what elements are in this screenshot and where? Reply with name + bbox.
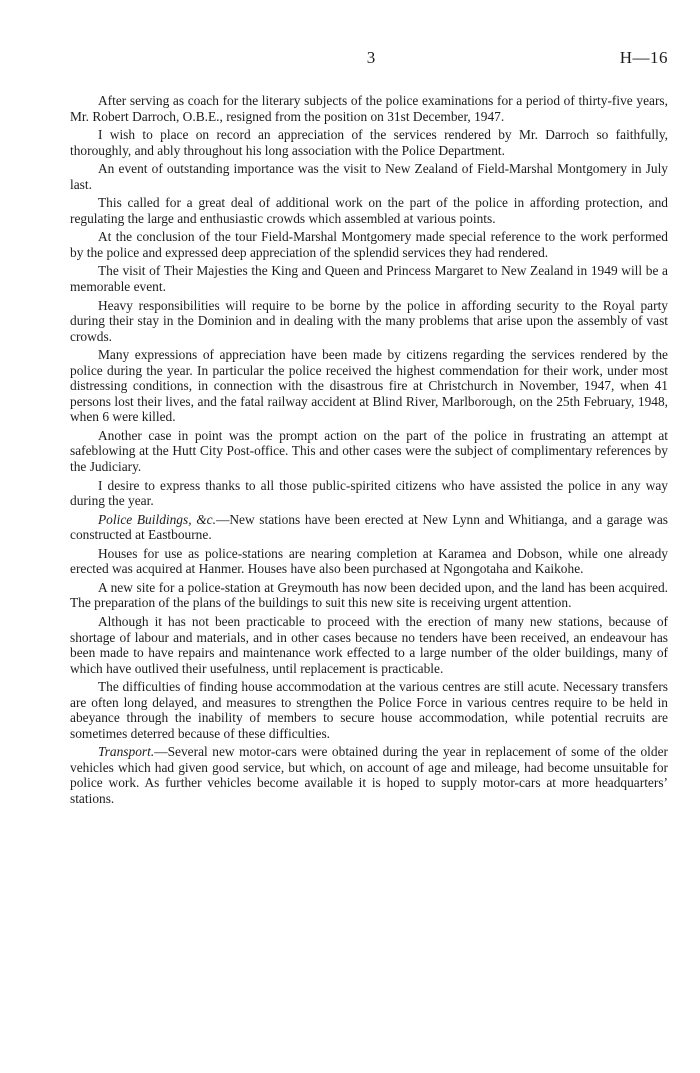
paragraph-text: After serving as coach for the literary subjects of the police examinations for a period of thirty-five years, Mr. Robert Darroch, O.B.E., resigned from the position on 31st December, 1947. [70,93,668,124]
paragraph [70,744,668,806]
paragraph [70,478,668,509]
paragraph-text: —New stations have been erected at New Lynn and Whitianga, and a garage was constructed at Eastbourne. [70,511,668,543]
paragraph [70,512,668,543]
paragraph-text: This called for a great deal of additional work on the part of the police in affording protection, and regulating the large and enthusiastic crowds which assembled at various points. [70,195,668,226]
paragraph-text: The visit of Their Majesties the King and Queen and Princess Margaret to New Zealand in 1949 will be a memorable event. [70,263,668,295]
paragraph-text: The difficulties of finding house accommodation at the various centres are still acute. Necessary transfers are often long delayed, and measures to strengthen the Police Force in various centres require to be held in abeyance through the inability of members to secure house accommodation, while potential recruits are sometimes deterred because of these difficulties. [70,679,668,741]
paragraph-text: Another case in point was the prompt action on the part of the police in frustrating an attempt at safeblowing at the Hutt City Post-office. This and other cases were the subject of complimentary references by the Judiciary. [70,427,668,475]
paragraph-text: —Several new motor-cars were obtained during the year in replacement of some of the older vehicles which had given good service, but which, on account of age and mileage, had become unsuitable for police work. As further vehicles become available it is hoped to supply motor-cars at more headquarters’ stations. [70,744,668,806]
paragraph [70,229,668,260]
paragraph [70,161,668,192]
paragraph [70,614,668,676]
paragraph-text: Houses for use as police-stations are nearing completion at Karamea and Dobson, while one already erected was acquired at Hanmer. Houses have also been purchased at Ngongotaha and Kaikohe. [70,545,668,577]
section-heading-police-buildings: Police Buildings, &c. [98,511,216,527]
paragraph [70,580,668,611]
section-heading-transport: Transport. [98,744,155,760]
paragraph [70,347,668,425]
paragraph-text: An event of outstanding importance was the visit to New Zealand of Field-Marshal Montgomery in July last. [70,161,668,192]
paragraph-text: A new site for a police-station at Greymouth has now been decided upon, and the land has been acquired. The preparation of the plans of the buildings to suit this new site is receiving urgent attention. [70,579,668,611]
paragraph-text: Heavy responsibilities will require to be borne by the police in affording security to the Royal party during their stay in the Dominion and in dealing with the many problems that arise upon the assembly of vast crowds. [70,297,668,344]
paragraph [70,679,668,741]
document-reference: H—16 [619,48,668,67]
paragraph [70,195,668,226]
paragraph [70,546,668,577]
paragraph [70,127,668,158]
paragraph [70,93,668,124]
page-number: 3 [366,48,376,67]
paragraph-text: At the conclusion of the tour Field-Marshal Montgomery made special reference to the work performed by the police and expressed deep appreciation of the splendid services they had rendered. [70,229,668,260]
paragraph [70,428,668,475]
paragraph-text: I desire to express thanks to all those public-spirited citizens who have assisted the police in any way during the year. [70,477,668,509]
paragraph-text: Although it has not been practicable to proceed with the erection of many new stations, because of shortage of labour and materials, and in other cases because no tenders have been received, an endeavour has been made to have repairs and maintenance work effected to a large number of the older buildings, many of which have outlived their usefulness, until replacement is practicable. [70,613,668,676]
paragraph-text: I wish to place on record an appreciation of the services rendered by Mr. Darroch so faithfully, thoroughly, and ably throughout his long association with the Police Department. [70,127,668,158]
paragraph [70,298,668,345]
body-text [70,93,668,810]
page-header [70,48,668,72]
paragraph [70,263,668,294]
paragraph-text: Many expressions of appreciation have been made by citizens regarding the services rendered by the police during the year. In particular the police received the highest commendation for their work, under most distressing conditions, in connection with the disastrous fire at Christchurch in November, 1947, when 41 persons lost their lives, and the fatal railway accident at Blind River, Marlborough, on the 25th February, 1948, when 6 were killed. [70,347,668,425]
